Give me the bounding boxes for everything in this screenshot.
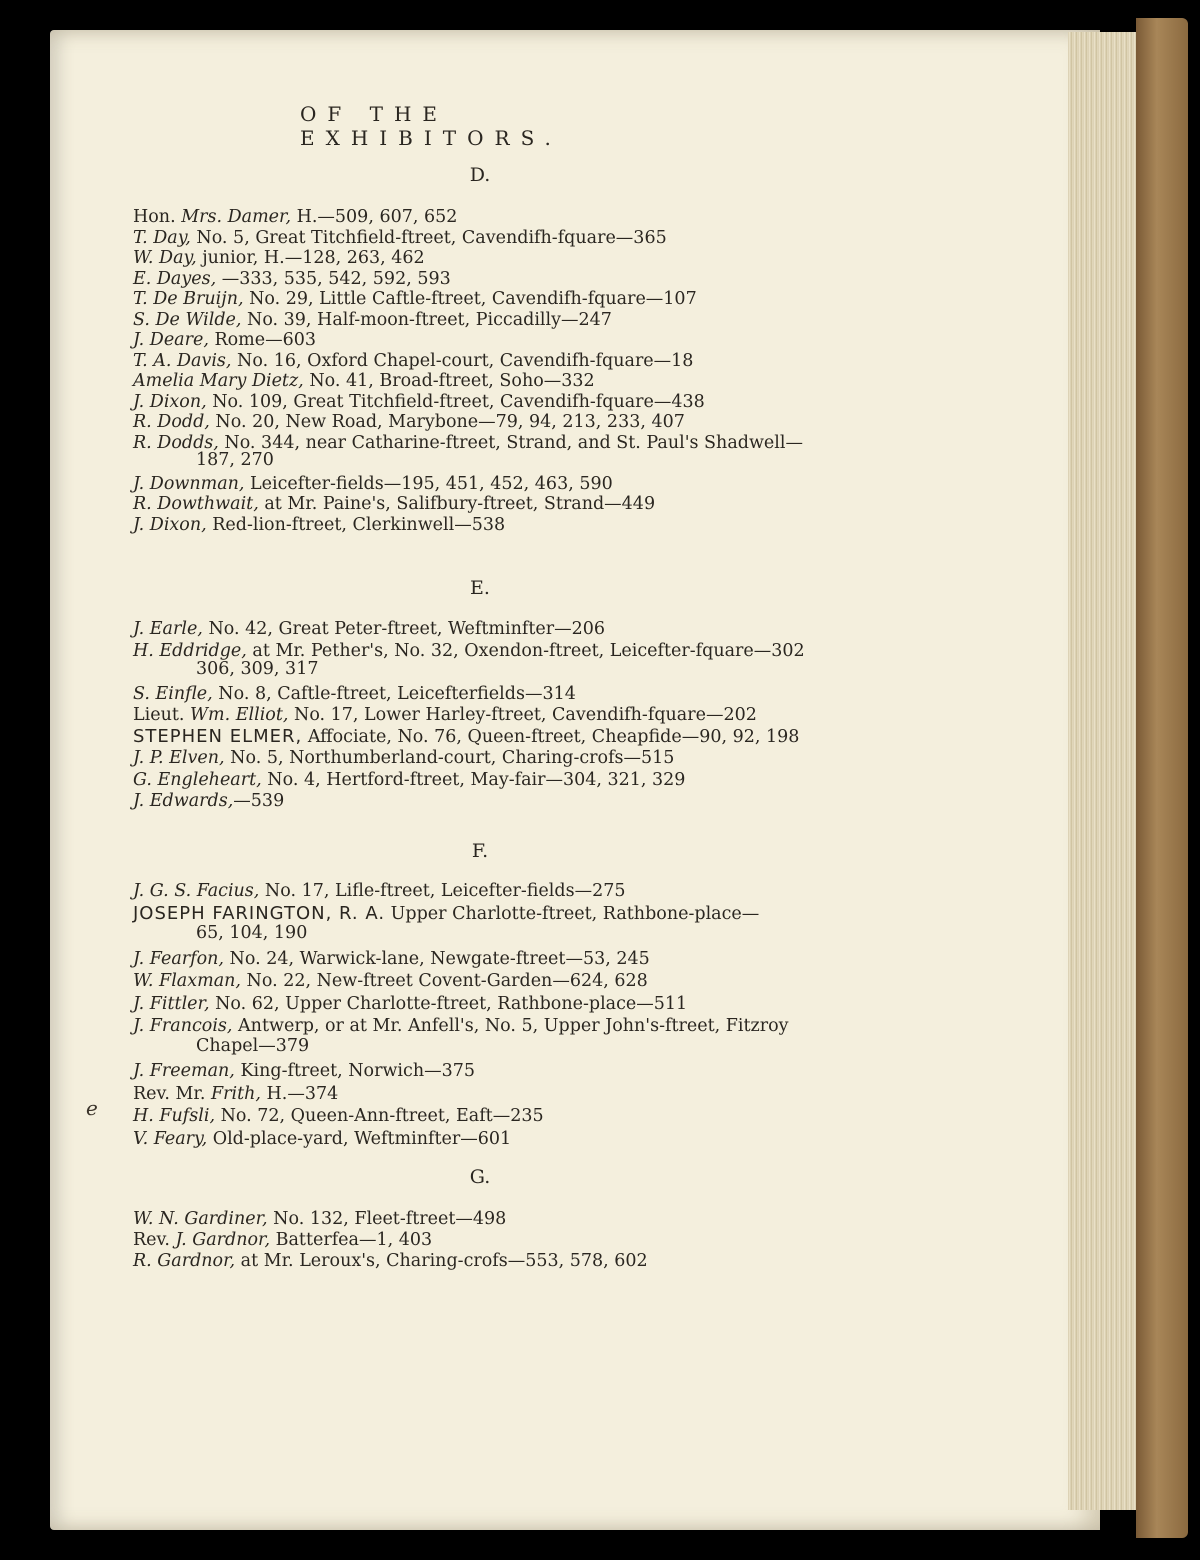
exhibitor-entry	[133, 268, 451, 290]
section-letter-d: D.	[469, 164, 491, 186]
exhibitor-name: T. De Bruijn,	[133, 289, 244, 309]
exhibitor-name-caps: JOSEPH FARINGTON, R. A.	[133, 902, 386, 924]
exhibitor-entry	[133, 747, 674, 769]
exhibitor-name: J. Francois,	[133, 1016, 233, 1036]
exhibitor-entry	[133, 790, 284, 812]
entry-prefix: Lieut.	[133, 705, 185, 725]
exhibitor-name: W. Flaxman,	[133, 971, 241, 991]
exhibitor-name: J. Fearfon,	[133, 948, 224, 969]
exhibitor-entry	[133, 683, 576, 705]
exhibitor-name: J. G. S. Facius,	[133, 881, 260, 901]
entry-details: Red-lion-ftreet, Clerkinwell—538	[206, 514, 506, 535]
exhibitor-entry	[133, 370, 595, 392]
exhibitor-entry	[133, 473, 613, 495]
exhibitor-name: R. Gardnor,	[133, 1251, 236, 1271]
exhibitor-entry	[133, 227, 667, 249]
entry-prefix: Rev. Mr.	[133, 1083, 206, 1104]
entry-details: junior, H.—128, 263, 462	[196, 248, 425, 268]
exhibitor-entry	[133, 1015, 789, 1037]
exhibitor-entry	[133, 493, 655, 515]
entry-details: Antwerp, or at Mr. Anfell's, No. 5, Upper John's-ftreet, Fitzroy	[232, 1016, 789, 1036]
exhibitor-name: G. Engleheart,	[133, 769, 262, 790]
exhibitor-name: W. N. Gardiner,	[133, 1209, 268, 1229]
exhibitor-entry	[133, 948, 650, 970]
entry-details: H.—509, 607, 652	[291, 207, 458, 227]
exhibitor-entry	[133, 411, 685, 433]
exhibitor-entry	[133, 1060, 475, 1082]
exhibitor-name: J. Edwards,	[133, 791, 234, 811]
exhibitor-entry	[133, 993, 687, 1015]
section-letter-g: G.	[469, 1166, 491, 1188]
entry-details: at Mr. Pether's, No. 32, Oxendon-ftreet, Leicefter-fquare—302	[246, 640, 805, 661]
exhibitor-name: J. Gardnor,	[175, 1230, 271, 1250]
exhibitor-name: J. Downman,	[133, 473, 245, 494]
exhibitor-name: J. Fittler,	[133, 993, 210, 1014]
entry-details: No. 17, Lower Harley-ftreet, Cavendifh-fquare—202	[288, 705, 757, 725]
entry-details: No. 132, Fleet-ftreet—498	[267, 1209, 507, 1229]
entry-details: Batterfea—1, 403	[270, 1230, 433, 1250]
entry-prefix: Hon.	[133, 207, 176, 227]
exhibitor-name: T. A. Davis,	[133, 350, 232, 371]
margin-annotation: e	[86, 1096, 98, 1120]
exhibitor-entry	[133, 903, 759, 925]
exhibitor-entry	[133, 880, 625, 902]
entry-details: No. 24, Warwick-lane, Newgate-ftreet—53, 245	[223, 948, 650, 969]
entry-details: Upper Charlotte-ftreet, Rathbone-place—	[385, 903, 760, 924]
running-head: OF THE EXHIBITORS.	[300, 102, 562, 150]
exhibitor-name: R. Dowthwait,	[133, 494, 259, 514]
entry-details: No. 109, Great Titchfield-ftreet, Cavendifh-fquare—438	[206, 391, 705, 412]
entry-details: —333, 535, 542, 592, 593	[216, 268, 451, 289]
entry-details: Leicefter-fields—195, 451, 452, 463, 590	[244, 473, 613, 494]
exhibitor-name: J. Freeman,	[133, 1061, 235, 1081]
exhibitor-name: J. P. Elven,	[133, 748, 225, 768]
exhibitor-name: J. Dixon,	[133, 391, 207, 412]
exhibitor-entry	[133, 247, 425, 269]
entry-details: No. 39, Half-moon-ftreet, Piccadilly—247	[241, 309, 612, 330]
entry-continuation: 65, 104, 190	[196, 923, 308, 943]
exhibitor-entry	[133, 1083, 338, 1105]
entry-prefix: Rev.	[133, 1230, 170, 1250]
exhibitor-entry	[133, 1250, 648, 1272]
entry-details: No. 17, Lifle-ftreet, Leicefter-fields—275	[259, 881, 626, 901]
exhibitor-entry	[133, 206, 457, 228]
entry-details: King-ftreet, Norwich—375	[234, 1061, 476, 1081]
exhibitor-entry	[133, 514, 505, 536]
entry-details: No. 42, Great Peter-ftreet, Weftminfter—206	[202, 619, 606, 639]
exhibitor-name: W. Day,	[133, 248, 197, 268]
exhibitor-entry	[133, 970, 648, 992]
exhibitor-entry	[133, 309, 612, 331]
entry-details: H.—374	[260, 1083, 339, 1104]
entry-details: No. 22, New-ftreet Covent-Garden—624, 628	[240, 971, 648, 991]
entry-details: Old-place-yard, Weftminfter—601	[207, 1128, 512, 1149]
exhibitor-entry	[133, 769, 685, 791]
exhibitor-name: H. Fufsli,	[133, 1106, 216, 1126]
exhibitor-entry	[133, 288, 697, 310]
exhibitor-name: R. Dodd,	[133, 412, 210, 432]
exhibitor-name: Frith,	[210, 1083, 261, 1104]
entry-details: Rome—603	[208, 330, 317, 350]
entry-continuation: 306, 309, 317	[196, 659, 319, 679]
exhibitor-name: R. Dodds,	[133, 432, 219, 453]
exhibitor-name: V. Feary,	[133, 1128, 208, 1149]
entry-details: No. 72, Queen-Ann-ftreet, Eaft—235	[215, 1106, 544, 1126]
exhibitor-name: J. Earle,	[133, 619, 203, 639]
exhibitor-name: J. Deare,	[133, 330, 209, 350]
section-letter-f: F.	[471, 840, 489, 862]
exhibitor-name: S. De Wilde,	[133, 309, 242, 330]
exhibitor-entry	[133, 329, 316, 351]
exhibitor-name: S. Einfle,	[133, 683, 213, 704]
entry-details: at Mr. Leroux's, Charing-crofs—553, 578, 602	[235, 1251, 648, 1271]
entry-details: No. 344, near Catharine-ftreet, Strand, and St. Paul's Shadwell—	[218, 432, 803, 453]
entry-details: No. 5, Great Titchfield-ftreet, Cavendifh-fquare—365	[190, 227, 667, 248]
entry-details: at Mr. Paine's, Salifbury-ftreet, Strand—449	[258, 494, 656, 514]
entry-details: No. 41, Broad-ftreet, Soho—332	[303, 371, 595, 391]
exhibitor-entry	[133, 350, 693, 372]
entry-details: No. 16, Oxford Chapel-court, Cavendifh-fquare—18	[231, 350, 694, 371]
exhibitor-name: H. Eddridge,	[133, 640, 247, 661]
exhibitor-entry	[133, 1229, 432, 1251]
exhibitor-name: E. Dayes,	[133, 268, 217, 289]
entry-details: No. 4, Hertford-ftreet, May-fair—304, 321, 329	[261, 769, 686, 790]
entry-details: Affociate, No. 76, Queen-ftreet, Cheapfide—90, 92, 198	[302, 726, 800, 747]
exhibitor-name: J. Dixon,	[133, 514, 207, 535]
exhibitor-name: Wm. Elliot,	[190, 705, 289, 725]
entry-details: No. 20, New Road, Marybone—79, 94, 213, 233, 407	[209, 412, 685, 432]
entry-details: No. 5, Northumberland-court, Charing-crofs—515	[224, 748, 675, 768]
exhibitor-name: Amelia Mary Dietz,	[133, 371, 304, 391]
exhibitor-entry	[133, 726, 799, 748]
section-letter-e: E.	[470, 577, 490, 599]
exhibitor-name-caps: STEPHEN ELMER,	[133, 725, 303, 747]
exhibitor-name: Mrs. Damer,	[181, 207, 292, 227]
exhibitor-entry	[133, 1208, 506, 1230]
entry-details: No. 62, Upper Charlotte-ftreet, Rathbone-place—511	[209, 993, 688, 1014]
entry-details: —539	[233, 791, 285, 811]
entry-details: No. 29, Little Caftle-ftreet, Cavendifh-fquare—107	[243, 289, 697, 309]
exhibitor-entry	[133, 391, 705, 413]
exhibitor-entry	[133, 1128, 511, 1150]
exhibitor-entry	[133, 1105, 544, 1127]
entry-continuation: 187, 270	[196, 450, 274, 470]
entry-details: No. 8, Caftle-ftreet, Leicefterfields—314	[212, 683, 576, 704]
exhibitor-entry	[133, 704, 757, 726]
exhibitor-name: T. Day,	[133, 227, 191, 248]
exhibitor-entry	[133, 618, 605, 640]
entry-continuation: Chapel—379	[196, 1035, 310, 1056]
